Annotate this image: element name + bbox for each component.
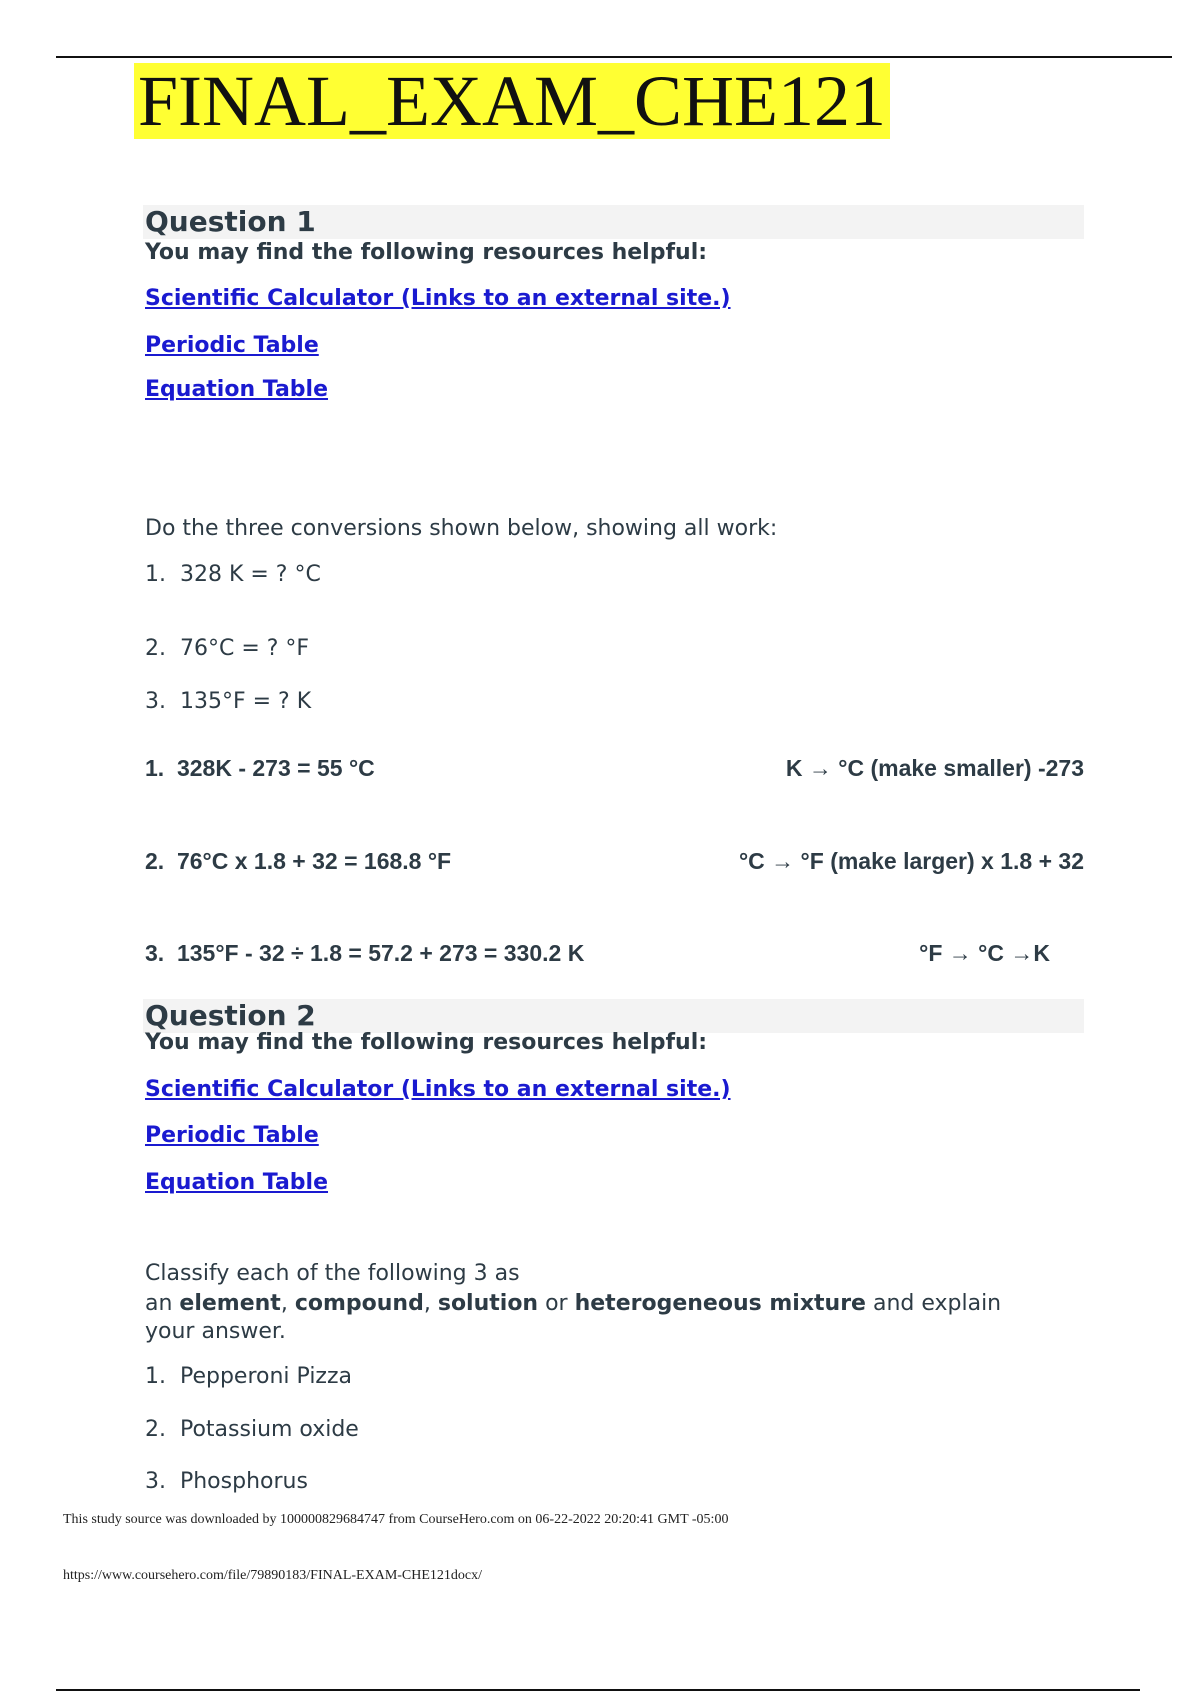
question-2-prompt-line-1: Classify each of the following 3 as: [145, 1261, 520, 1286]
answer-2-note: °C → °F (make larger) x 1.8 + 32: [738, 848, 1084, 874]
document-title: FINAL_EXAM_CHE121: [134, 63, 890, 139]
list-item: 1. 328 K = ? °C: [145, 562, 321, 587]
answer-1-note: K → °C (make smaller) -273: [785, 755, 1084, 781]
list-item: 3. 135°F = ? K: [145, 689, 312, 714]
scientific-calculator-link[interactable]: Scientific Calculator (Links to an external site.): [145, 286, 731, 311]
answer-2-work: 2. 76°C x 1.8 + 32 = 168.8 °F: [145, 848, 452, 874]
periodic-table-link[interactable]: Periodic Table: [145, 1123, 319, 1148]
prompt-text: an: [145, 1291, 180, 1316]
term-solution: solution: [437, 1291, 539, 1316]
list-item: 2. 76°C = ? °F: [145, 636, 310, 661]
source-url: https://www.coursehero.com/file/79890183/FINAL-EXAM-CHE121docx/: [63, 1568, 483, 1583]
prompt-text: or: [538, 1291, 575, 1316]
answer-1-work: 1. 328K - 273 = 55 °C: [145, 755, 375, 781]
prompt-text: and explain: [865, 1291, 1002, 1316]
question-1-prompt: Do the three conversions shown below, showing all work:: [145, 516, 778, 541]
list-item: 3. Phosphorus: [145, 1469, 308, 1494]
question-2-heading: Question 2: [145, 999, 316, 1032]
equation-table-link[interactable]: Equation Table: [145, 377, 329, 402]
answer-3-note: °F → °C →K: [919, 940, 1050, 966]
bottom-rule: [56, 1689, 1140, 1691]
question-2-prompt-line-2: [145, 1290, 1001, 1318]
term-element: element: [179, 1291, 281, 1316]
list-item: 1. Pepperoni Pizza: [145, 1364, 353, 1389]
question-2-prompt-line-3: your answer.: [145, 1319, 286, 1344]
question-1-heading: Question 1: [145, 205, 316, 238]
prompt-text: ,: [280, 1291, 295, 1316]
term-heterogeneous-mixture: heterogeneous mixture: [574, 1291, 866, 1316]
answer-3-work: 3. 135°F - 32 ÷ 1.8 = 57.2 + 273 = 330.2 K: [145, 940, 585, 966]
download-note: This study source was downloaded by 100000829684747 from CourseHero.com on 06-22-2022 20:20:41 GMT -05:00: [63, 1512, 729, 1527]
equation-table-link[interactable]: Equation Table: [145, 1170, 329, 1195]
prompt-text: ,: [423, 1291, 438, 1316]
resources-intro: You may find the following resources helpful:: [145, 1030, 708, 1055]
resources-intro: You may find the following resources helpful:: [145, 240, 708, 265]
periodic-table-link[interactable]: Periodic Table: [145, 333, 319, 358]
scientific-calculator-link[interactable]: Scientific Calculator (Links to an external site.): [145, 1077, 731, 1102]
term-compound: compound: [294, 1291, 424, 1316]
list-item: 2. Potassium oxide: [145, 1417, 359, 1442]
top-rule: [56, 56, 1172, 58]
